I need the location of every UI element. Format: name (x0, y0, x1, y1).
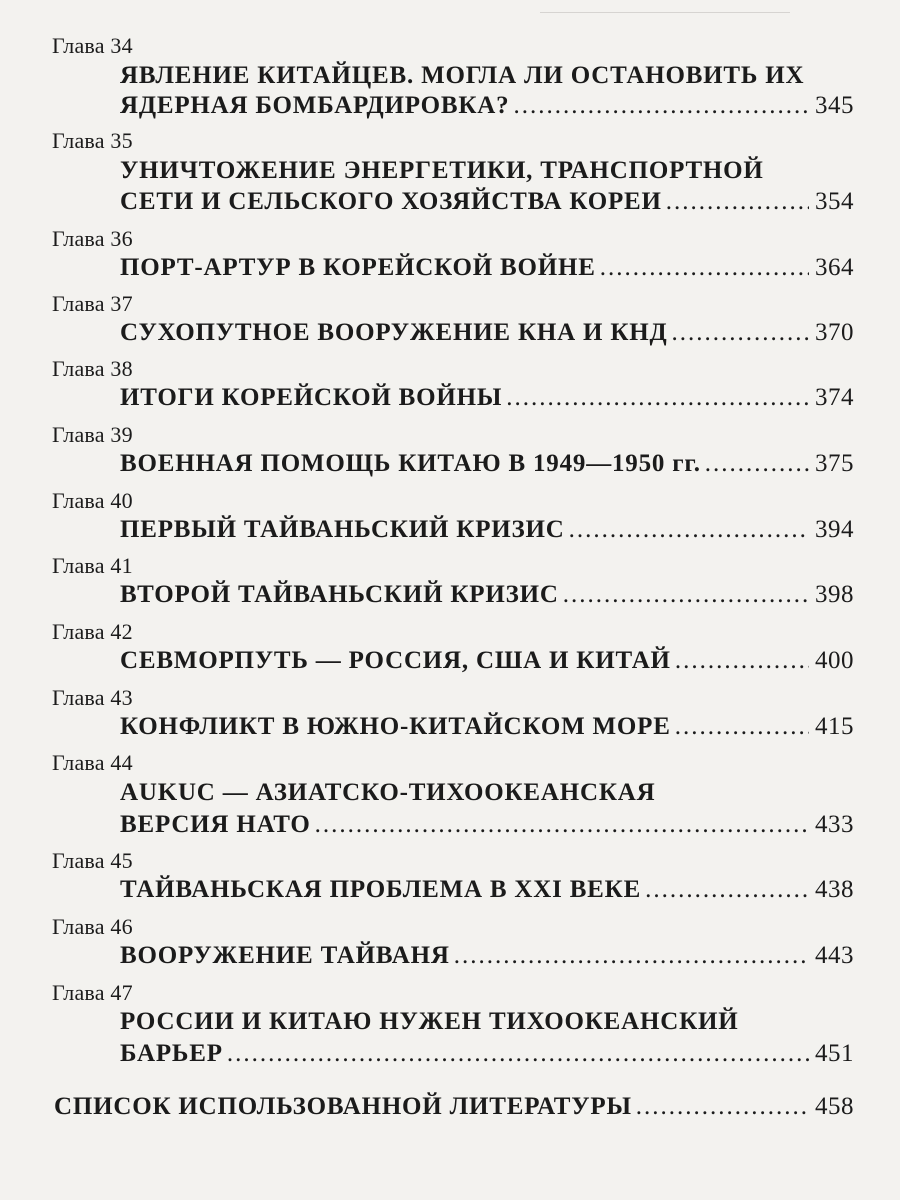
chapter-label: Глава 40 (52, 488, 133, 513)
page-number: 375 (815, 450, 854, 477)
chapter-title-line: ЯВЛЕНИЕ КИТАЙЦЕВ. МОГЛА ЛИ ОСТАНОВИТЬ ИХ (120, 62, 805, 89)
chapter-title-line: УНИЧТОЖЕНИЕ ЭНЕРГЕТИКИ, ТРАНСПОРТНОЙ (120, 157, 764, 184)
chapter-label: Глава 47 (52, 980, 133, 1005)
dot-leader (705, 450, 809, 478)
chapter-title-line: ВЕРСИЯ НАТО (120, 811, 311, 838)
dot-leader (675, 713, 809, 741)
page-number: 370 (815, 319, 854, 346)
toc-entry-row[interactable] (120, 319, 854, 347)
chapter-title-line: ВООРУЖЕНИЕ ТАЙВАНЯ (120, 942, 450, 969)
dot-leader (227, 1040, 809, 1068)
page-number: 443 (815, 942, 854, 969)
toc-entry-row[interactable] (120, 516, 854, 544)
bleed-through-rule (540, 0, 790, 13)
dot-leader (600, 254, 809, 282)
dot-leader (315, 811, 809, 839)
page-number: 438 (815, 876, 854, 903)
bleed-through-block-1 (300, 300, 600, 302)
toc-entry-row[interactable] (120, 811, 854, 839)
toc-entry-row[interactable] (120, 92, 854, 120)
toc-entry-row[interactable] (120, 581, 854, 609)
toc-entry-row[interactable] (120, 1040, 854, 1068)
chapter-label: Глава 36 (52, 226, 133, 251)
page-number: 354 (815, 188, 854, 215)
dot-leader (569, 516, 809, 544)
chapter-title-line: ВОЕННАЯ ПОМОЩЬ КИТАЮ В 1949—1950 гг. (120, 450, 701, 477)
page-number: 394 (815, 516, 854, 543)
page-number: 433 (815, 811, 854, 838)
chapter-label: Глава 41 (52, 553, 133, 578)
dot-leader (636, 1093, 809, 1121)
page-number: 345 (815, 92, 854, 119)
toc-entry-row[interactable] (120, 384, 854, 412)
toc-entry-row[interactable] (120, 942, 854, 970)
chapter-title-line: СЕВМОРПУТЬ — РОССИЯ, США И КИТАЙ (120, 647, 671, 674)
chapter-title-line: ВТОРОЙ ТАЙВАНЬСКИЙ КРИЗИС (120, 581, 559, 608)
page-number: 451 (815, 1040, 854, 1067)
chapter-title-line: КОНФЛИКТ В ЮЖНО-КИТАЙСКОМ МОРЕ (120, 713, 671, 740)
toc-entry-row[interactable] (120, 254, 854, 282)
chapter-label: Глава 43 (52, 685, 133, 710)
toc-entry-row[interactable] (120, 450, 854, 478)
chapter-title-line: РОССИИ И КИТАЮ НУЖЕН ТИХООКЕАНСКИЙ (120, 1008, 739, 1035)
chapter-label: Глава 35 (52, 128, 133, 153)
toc-bibliography-row[interactable] (54, 1093, 854, 1121)
dot-leader (506, 384, 809, 412)
chapter-title-line: БАРЬЕР (120, 1040, 223, 1067)
chapter-title-line: ТАЙВАНЬСКАЯ ПРОБЛЕМА В XXI ВЕКЕ (120, 876, 642, 903)
dot-leader (672, 319, 809, 347)
chapter-title-line: СУХОПУТНОЕ ВООРУЖЕНИЕ КНА И КНД (120, 319, 668, 346)
chapter-label: Глава 34 (52, 33, 133, 58)
chapter-label: Глава 46 (52, 914, 133, 939)
chapter-title-line: AUKUC — АЗИАТСКО-ТИХООКЕАНСКАЯ (120, 779, 656, 806)
chapter-label: Глава 42 (52, 619, 133, 644)
chapter-title-line: ПЕРВЫЙ ТАЙВАНЬСКИЙ КРИЗИС (120, 516, 565, 543)
page-number: 364 (815, 254, 854, 281)
toc-entry-row[interactable] (120, 876, 854, 904)
page-number: 458 (815, 1093, 854, 1120)
toc-entry-row[interactable] (120, 188, 854, 216)
bibliography-title: СПИСОК ИСПОЛЬЗОВАННОЙ ЛИТЕРАТУРЫ (54, 1093, 632, 1120)
chapter-label: Глава 45 (52, 848, 133, 873)
chapter-label: Глава 44 (52, 750, 133, 775)
chapter-label: Глава 37 (52, 291, 133, 316)
dot-leader (675, 647, 809, 675)
dot-leader (666, 188, 809, 216)
chapter-title-line: СЕТИ И СЕЛЬСКОГО ХОЗЯЙСТВА КОРЕИ (120, 188, 662, 215)
page-number: 398 (815, 581, 854, 608)
chapter-label: Глава 38 (52, 356, 133, 381)
page-number: 374 (815, 384, 854, 411)
page-number: 415 (815, 713, 854, 740)
chapter-title-line: ИТОГИ КОРЕЙСКОЙ ВОЙНЫ (120, 384, 503, 411)
dot-leader (454, 942, 809, 970)
chapter-title-line: ЯДЕРНАЯ БОМБАРДИРОВКА? (120, 92, 510, 119)
page-number: 400 (815, 647, 854, 674)
dot-leader (563, 581, 809, 609)
chapter-title-line: ПОРТ-АРТУР В КОРЕЙСКОЙ ВОЙНЕ (120, 254, 596, 281)
toc-entry-row[interactable] (120, 713, 854, 741)
dot-leader (645, 876, 809, 904)
toc-entry-row[interactable] (120, 647, 854, 675)
dot-leader (513, 92, 809, 120)
chapter-label: Глава 39 (52, 422, 133, 447)
